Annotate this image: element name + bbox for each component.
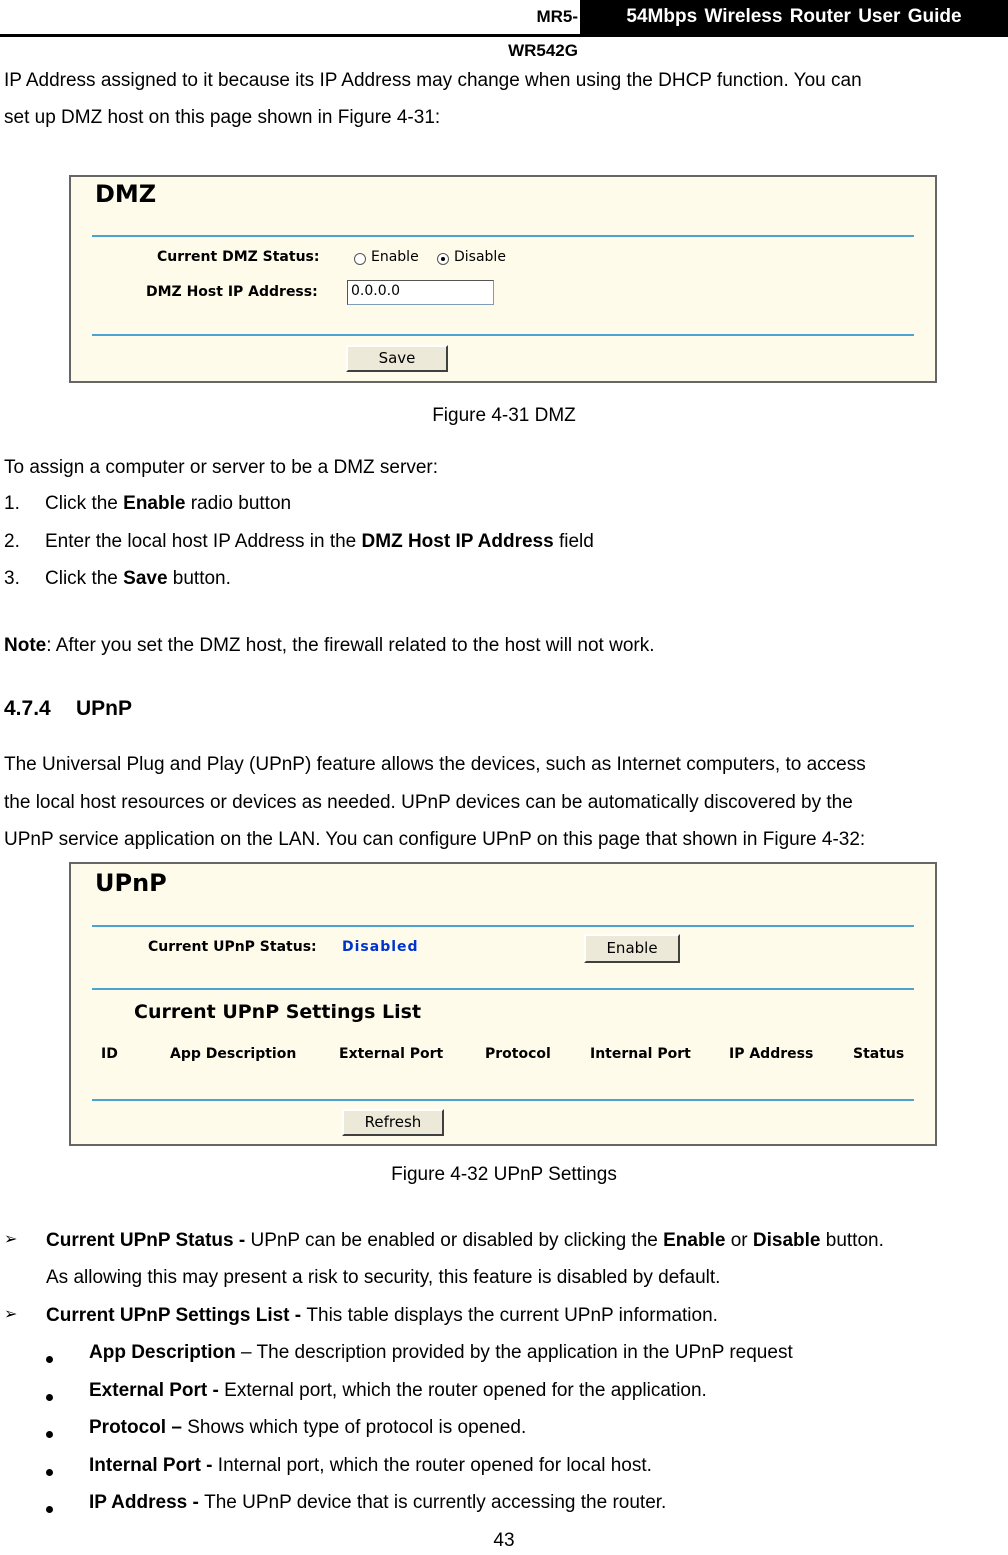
note-text: : After you set the DMZ host, the firewall related to the host will not work. (46, 635, 655, 656)
step-1 (4, 485, 292, 522)
bullet-1-label: Current UPnP Status - (46, 1230, 251, 1251)
step-2 (4, 523, 594, 560)
sub-bullet-external-port (89, 1372, 707, 1409)
step-3-number: 3. (4, 568, 20, 589)
col-header-app-description: App Description (170, 1046, 297, 1062)
sub-bullet-internal-port (89, 1447, 652, 1484)
upnp-enable-button[interactable]: Enable (584, 934, 680, 963)
refresh-button[interactable]: Refresh (342, 1109, 444, 1136)
bullet-1-disable: Disable (752, 1230, 821, 1251)
page-number: 43 (493, 1530, 515, 1551)
bullet-1-or: or (725, 1230, 753, 1251)
bullet-dot-icon (46, 1356, 53, 1363)
bullet-1-enable: Enable (663, 1230, 726, 1251)
dmz-enable-radio[interactable] (354, 253, 366, 265)
col-header-internal-port: Internal Port (590, 1046, 691, 1062)
upnp-panel-title: UPnP (95, 869, 167, 897)
step-1-pre: Click the (45, 493, 124, 514)
step-1-post: radio button (185, 493, 292, 514)
upnp-panel (69, 862, 937, 1146)
sub-bullet-4-text: Internal port, which the router opened for local host. (217, 1455, 652, 1476)
dmz-bottom-rule (92, 334, 914, 336)
step-1-number: 1. (4, 493, 20, 514)
upnp-bottom-rule (92, 1099, 914, 1101)
upnp-intro-line-2: the local host resources or devices as needed. UPnP devices can be automatically discovered by the (4, 792, 853, 813)
upnp-top-rule (92, 925, 914, 927)
bullet-dot-icon (46, 1431, 53, 1438)
dmz-host-ip-input[interactable]: 0.0.0.0 (347, 280, 494, 305)
step-3-bold: Save (123, 568, 168, 589)
intro-line-1: IP Address assigned to it because its IP Address may change when using the DHCP function. You can (4, 70, 862, 91)
upnp-status-label: Current UPnP Status: (148, 939, 317, 955)
dmz-host-label: DMZ Host IP Address: (146, 284, 318, 300)
dmz-panel-title: DMZ (95, 180, 157, 208)
bullet-2-label: Current UPnP Settings List - (46, 1305, 307, 1326)
assign-lead: To assign a computer or server to be a DMZ server: (4, 457, 438, 478)
bullet-1-continuation: As allowing this may present a risk to security, this feature is disabled by default. (46, 1267, 721, 1288)
sub-bullet-2-label: External Port - (89, 1380, 225, 1401)
bullet-1-text: UPnP can be enabled or disabled by clicking the (250, 1230, 664, 1251)
save-button[interactable]: Save (346, 345, 448, 372)
col-header-external-port: External Port (339, 1046, 444, 1062)
dmz-panel (69, 175, 937, 383)
step-3-pre: Click the (45, 568, 124, 589)
section-number: 4.7.4 (4, 697, 51, 720)
step-2-post: field (553, 531, 594, 552)
step-2-bold: DMZ Host IP Address (361, 531, 554, 552)
note (4, 627, 1004, 664)
sub-bullet-3-label: Protocol – (89, 1417, 188, 1438)
sub-bullet-app-description (89, 1334, 793, 1371)
sub-bullet-ip-address (89, 1484, 666, 1521)
sub-bullet-3-text: Shows which type of protocol is opened. (187, 1417, 527, 1438)
dmz-enable-label: Enable (371, 249, 419, 265)
sub-bullet-1-label: App Description (89, 1342, 236, 1363)
bullet-dot-icon (46, 1506, 53, 1513)
dmz-top-rule (92, 235, 914, 237)
bullet-settings-list (46, 1297, 718, 1334)
upnp-mid-rule (92, 988, 914, 990)
sub-bullet-5-text: The UPnP device that is currently accessing the router. (204, 1492, 667, 1513)
bullet-dot-icon (46, 1469, 53, 1476)
step-2-pre: Enter the local host IP Address in the (45, 531, 362, 552)
dmz-disable-radio[interactable] (437, 253, 449, 265)
sub-bullet-1-text: – The description provided by the application in the UPnP request (235, 1342, 793, 1363)
col-header-status: Status (853, 1046, 905, 1062)
step-3-post: button. (167, 568, 231, 589)
upnp-intro-line-3: UPnP service application on the LAN. You can configure UPnP on this page that shown in Figure 4-32: (4, 829, 866, 850)
dmz-disable-label: Disable (454, 249, 506, 265)
header-rule (0, 34, 1008, 37)
figure-4-31-caption: Figure 4-31 DMZ (432, 405, 576, 426)
step-2-number: 2. (4, 531, 20, 552)
sub-bullet-5-label: IP Address - (89, 1492, 205, 1513)
bullet-1-end: button. (820, 1230, 884, 1251)
sub-bullet-4-label: Internal Port - (89, 1455, 218, 1476)
upnp-status-value: Disabled (342, 939, 419, 955)
bullet-2-text: This table displays the current UPnP information. (306, 1305, 718, 1326)
sub-bullet-protocol (89, 1409, 526, 1446)
upnp-intro-line-1: The Universal Plug and Play (UPnP) feature allows the devices, such as Internet computers, to access (4, 754, 866, 775)
col-header-ip-address: IP Address (729, 1046, 814, 1062)
col-header-protocol: Protocol (485, 1046, 551, 1062)
sub-bullet-2-text: External port, which the router opened for the application. (224, 1380, 707, 1401)
intro-line-2: set up DMZ host on this page shown in Figure 4-31: (4, 107, 441, 128)
upnp-list-title: Current UPnP Settings List (134, 1001, 422, 1023)
section-title: UPnP (76, 697, 133, 720)
header-guide-title: 54Mbps Wireless Router User Guide (580, 0, 1008, 34)
dmz-status-label: Current DMZ Status: (157, 249, 320, 265)
bullet-upnp-status (46, 1222, 884, 1259)
note-label: Note (4, 635, 47, 656)
step-3 (4, 560, 231, 597)
bullet-arrow-icon: ➢ (4, 1231, 18, 1248)
bullet-arrow-icon: ➢ (4, 1306, 18, 1323)
figure-4-32-caption: Figure 4-32 UPnP Settings (391, 1164, 617, 1185)
step-1-bold: Enable (123, 493, 186, 514)
bullet-dot-icon (46, 1394, 53, 1401)
header-model: MR5-WR542G (508, 7, 578, 60)
col-header-id: ID (101, 1046, 118, 1062)
